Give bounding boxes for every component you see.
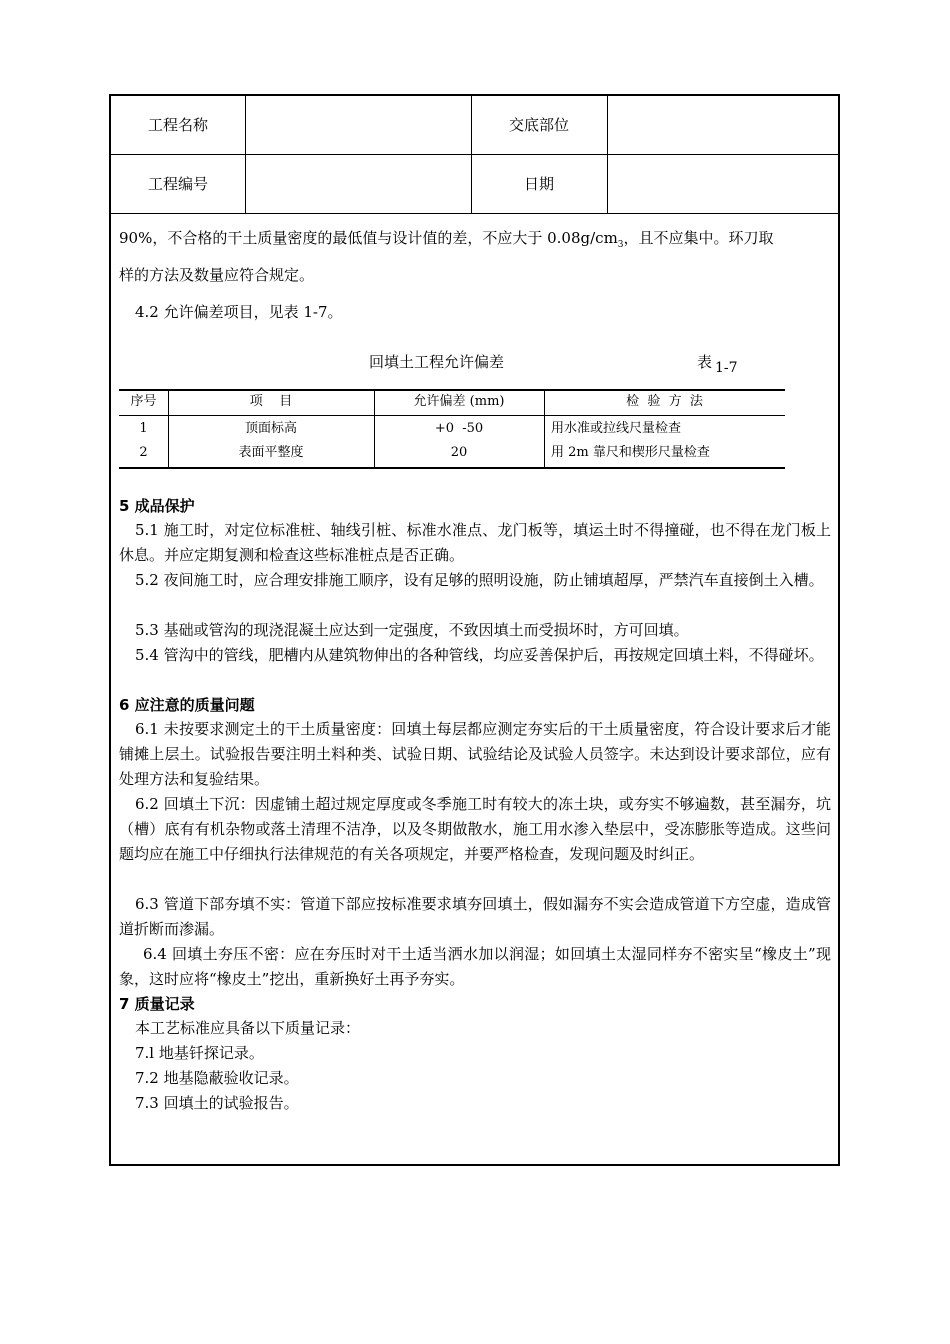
header-col-divider-3	[607, 96, 608, 213]
handover-part-label: 交底部位	[508, 116, 569, 134]
intro-text-a: 90%，不合格的干土质量密度的最低值与设计值的差，不应大于 0.08g/cm	[119, 229, 618, 247]
project-name-label: 工程名称	[147, 116, 208, 134]
clause-5-3: 5.3 基础或管沟的现浇混凝土应达到一定强度，不致因填土而受损坏时，方可回填。	[135, 621, 689, 639]
section-5-title: 5 成品保护	[119, 497, 195, 515]
clause-7-2: 7.2 地基隐蔽验收记录。	[135, 1069, 299, 1087]
intro-text-b: ，且不应集中。环刀取	[623, 229, 774, 247]
table-row-2-method: 用 2m 靠尺和楔形尺量检查	[551, 445, 710, 460]
table-top-rule	[119, 389, 785, 391]
table-label: 表	[697, 353, 713, 371]
clause-5-2: 5.2 夜间施工时，应合理安排施工顺序，设有足够的照明设施，防止铺填超厚，严禁汽车直接倒土入槽。	[135, 571, 824, 589]
table-title: 回填土工程允许偏差	[369, 353, 505, 371]
clause-4-2: 4.2 允许偏差项目，见表 1-7。	[135, 303, 343, 321]
header-col-divider-1	[245, 96, 246, 213]
table-row-2-item: 表面平整度	[238, 445, 304, 460]
section-6-title: 6 应注意的质量问题	[119, 696, 255, 714]
table-row-1-no: 1	[139, 421, 148, 436]
quality-record-intro: 本工艺标准应具备以下质量记录：	[135, 1019, 361, 1037]
clause-5-1: 5.1 施工时，对定位标准桩、轴线引桩、标准水准点、龙门板等，填运土时不得撞碰，也不得在龙门板上休息。并应定期复测和检查这些标准桩点是否正确。	[119, 521, 831, 564]
table-header-method: 检 验 方 法	[626, 394, 703, 409]
table-row-2-no: 2	[139, 445, 148, 460]
table-bottom-rule	[119, 467, 785, 469]
header-divider-1	[111, 154, 838, 155]
project-no-label: 工程编号	[147, 175, 208, 193]
header-col-divider-2	[471, 96, 472, 213]
clause-7-3: 7.3 回填土的试验报告。	[135, 1094, 299, 1112]
table-number: 1-7	[715, 360, 738, 376]
clause-6-3: 6.3 管道下部夯填不实：管道下部应按标准要求填夯回填土，假如漏夯不实会造成管道下方空虚，造成管道折断而渗漏。	[119, 895, 831, 938]
table-header-item: 项 目	[249, 394, 293, 409]
table-header-tolerance: 允许偏差 (mm)	[413, 394, 505, 409]
table-row-1-method: 用水准或拉线尺量检查	[551, 421, 682, 436]
table-header-rule	[119, 415, 785, 416]
clause-6-1: 6.1 未按要求测定土的干土质量密度：回填土每层都应测定夯实后的干土质量密度，符合设计要求后才能铺摊上层土。试验报告要注明土料种类、试验日期、试验结论及试验人员签字。未达到设计要求部位，应有处理方法和复验结果。	[119, 720, 831, 788]
table-row-1-tolerance: +0 -50	[434, 421, 484, 436]
date-label: 日期	[523, 175, 554, 193]
table-header-no: 序号	[130, 394, 157, 409]
clause-7-1: 7.l 地基钎探记录。	[135, 1044, 264, 1062]
clause-6-2: 6.2 回填土下沉：因虚铺土超过规定厚度或冬季施工时有较大的冻土块，或夯实不够遍数，甚至漏夯，坑（槽）底有有机杂物或落土清理不洁净，以及冬期做散水，施工用水渗入垫层中，受冻膨胀等造成。这些问题均应在施工中仔细执行法律规范的有关各项规定，并要严格检查，发现问题及时纠正。	[119, 795, 831, 863]
intro-line-1	[119, 226, 831, 258]
section-7-title: 7 质量记录	[119, 995, 195, 1013]
table-row-1-item: 顶面标高	[244, 421, 297, 436]
clause-6-4: 6.4 回填土夯压不密：应在夯压时对干土适当洒水加以润湿；如回填土太湿同样夯不密实呈“橡皮土”现象，这时应将“橡皮土”挖出，重新换好土再予夯实。	[119, 945, 831, 988]
intro-line-2: 样的方法及数量应符合规定。	[119, 266, 315, 284]
intro-subscript: 3	[617, 240, 624, 250]
document-frame	[109, 94, 840, 1166]
table-row-2-tolerance: 20	[450, 445, 468, 460]
header-divider-2	[111, 213, 838, 214]
clause-5-4: 5.4 管沟中的管线，肥槽内从建筑物伸出的各种管线，均应妥善保护后，再按规定回填土料，不得碰坏。	[135, 646, 824, 664]
